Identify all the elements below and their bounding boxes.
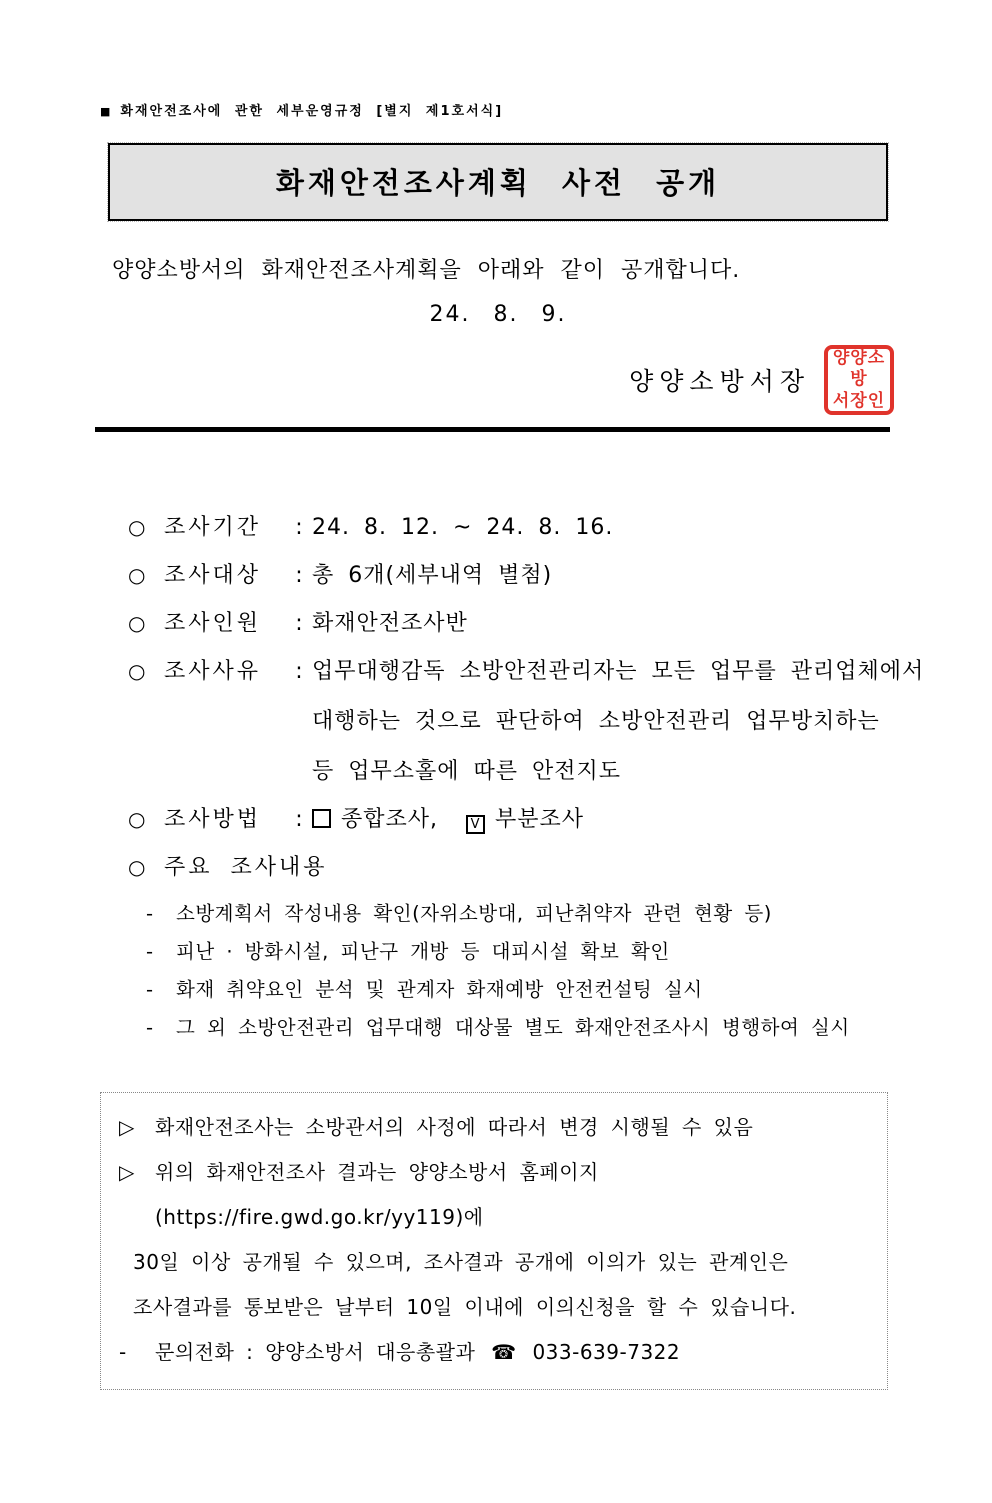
item-value: 24. 8. 12. ~ 24. 8. 16. bbox=[312, 515, 614, 540]
notice-text: 화재안전조사는 소방관서의 사정에 따라서 변경 시행될 수 있음 bbox=[155, 1115, 754, 1139]
notice-line-publication bbox=[119, 1150, 869, 1240]
item-value: 화재안전조사반 bbox=[312, 611, 468, 636]
notice-text: 위의 화재안전조사 결과는 양양소방서 홈페이지(https://fire.gwd.go.kr/yy119)에 bbox=[155, 1160, 599, 1229]
intro-sentence: 양양소방서의 화재안전조사계획을 아래와 같이 공개합니다. bbox=[112, 258, 741, 283]
notice-box bbox=[100, 1092, 888, 1390]
circle-bullet-icon: ○ bbox=[128, 515, 146, 539]
sub-item-concurrent-inspection bbox=[146, 1014, 992, 1042]
sub-item-text: 화재 취약요인 분석 및 관계자 화재예방 안전컨설팅 실시 bbox=[176, 978, 703, 1001]
title-banner bbox=[108, 143, 888, 221]
reason-line-3: 등 업무소홀에 따른 안전지도 bbox=[312, 759, 622, 784]
triangle-bullet-icon: ▷ bbox=[119, 1160, 135, 1184]
dash-bullet-icon: - bbox=[119, 1340, 127, 1364]
checkbox-unchecked-icon bbox=[312, 809, 331, 828]
item-value-multiline bbox=[312, 656, 924, 787]
circle-bullet-icon: ○ bbox=[128, 855, 146, 879]
sub-item-evacuation-facilities bbox=[146, 938, 992, 966]
item-value bbox=[312, 804, 584, 835]
circle-bullet-icon: ○ bbox=[128, 659, 146, 683]
triangle-bullet-icon: ▷ bbox=[119, 1115, 135, 1139]
list-item-inspection-target bbox=[128, 560, 992, 591]
form-note bbox=[100, 100, 992, 119]
item-value: 총 6개(세부내역 별첨) bbox=[312, 563, 553, 588]
form-note-text: 화재안전조사에 관한 세부운영규정 [별지 제1호서식] bbox=[120, 104, 504, 119]
list-item-inspection-reason bbox=[128, 656, 992, 787]
dash-bullet-icon: - bbox=[146, 940, 154, 963]
list-item-inspection-period bbox=[128, 512, 992, 543]
reason-line-1: 업무대행감독 소방안전관리자는 모든 업무를 관리업체에서 bbox=[312, 659, 925, 684]
circle-bullet-icon: ○ bbox=[128, 611, 146, 635]
list-item-main-contents bbox=[128, 852, 992, 883]
document-page bbox=[0, 100, 992, 1503]
sub-item-text: 피난 · 방화시설, 피난구 개방 등 대피시설 확보 확인 bbox=[176, 940, 670, 963]
horizontal-divider bbox=[95, 427, 890, 432]
item-label: 조사방법 bbox=[164, 807, 262, 832]
notice-text: 조사결과를 통보받은 날부터 10일 이내에 이의신청을 할 수 있습니다. bbox=[133, 1295, 797, 1319]
contact-number: 033-639-7322 bbox=[532, 1340, 681, 1364]
checkbox-checked-icon: V bbox=[466, 815, 485, 834]
partial-inspection-label: 부분조사 bbox=[495, 807, 585, 832]
contact-text bbox=[155, 1330, 680, 1375]
date-line: 24. 8. 9. bbox=[429, 302, 567, 327]
item-label: 조사대상 bbox=[164, 563, 262, 588]
telephone-icon: ☎ bbox=[491, 1340, 517, 1364]
item-colon: : bbox=[295, 611, 303, 636]
list-item-inspection-personnel bbox=[128, 608, 992, 639]
circle-bullet-icon: ○ bbox=[128, 563, 146, 587]
comprehensive-inspection-label: 종합조사, bbox=[341, 807, 439, 832]
circle-bullet-icon: ○ bbox=[128, 807, 146, 831]
dash-bullet-icon: - bbox=[146, 1016, 154, 1039]
main-list bbox=[128, 512, 992, 883]
contact-label: 문의전화 : 양양소방서 대응총괄과 bbox=[155, 1340, 476, 1364]
notice-line-contact bbox=[119, 1330, 869, 1375]
dash-bullet-icon: - bbox=[146, 978, 154, 1001]
notice-line-change bbox=[119, 1105, 869, 1150]
sub-list bbox=[146, 900, 992, 1042]
item-colon: : bbox=[295, 563, 303, 588]
stamp-line2: 서장인 bbox=[832, 390, 886, 411]
item-label: 조사사유 bbox=[164, 659, 262, 684]
item-label: 조사기간 bbox=[164, 515, 262, 540]
reason-line-2: 대행하는 것으로 판단하여 소방안전관리 업무방치하는 bbox=[312, 709, 880, 734]
black-square-icon: ■ bbox=[100, 105, 113, 118]
item-label: 주요 조사내용 bbox=[164, 855, 328, 880]
item-colon: : bbox=[295, 515, 303, 540]
sub-item-fire-plan bbox=[146, 900, 992, 928]
notice-line-publication-cont2 bbox=[119, 1285, 869, 1330]
signer-name: 양양소방서장 bbox=[629, 367, 810, 396]
item-label: 조사인원 bbox=[164, 611, 262, 636]
sub-item-risk-analysis bbox=[146, 976, 992, 1004]
item-colon: : bbox=[295, 807, 303, 832]
list-item-inspection-method bbox=[128, 804, 992, 835]
stamp-line1: 양양소방 bbox=[832, 348, 886, 390]
page-title: 화재안전조사계획 사전 공개 bbox=[275, 166, 721, 200]
official-seal-stamp bbox=[824, 345, 894, 415]
dash-bullet-icon: - bbox=[146, 902, 154, 925]
notice-text: 30일 이상 공개될 수 있으며, 조사결과 공개에 이의가 있는 관계인은 bbox=[133, 1250, 789, 1274]
item-colon: : bbox=[295, 659, 303, 684]
sub-item-text: 소방계획서 작성내용 확인(자위소방대, 피난취약자 관련 현황 등) bbox=[176, 902, 772, 925]
sub-item-text: 그 외 소방안전관리 업무대행 대상물 별도 화재안전조사시 병행하여 실시 bbox=[176, 1016, 850, 1039]
notice-line-publication-cont1 bbox=[119, 1240, 869, 1285]
signer-row bbox=[0, 343, 894, 417]
